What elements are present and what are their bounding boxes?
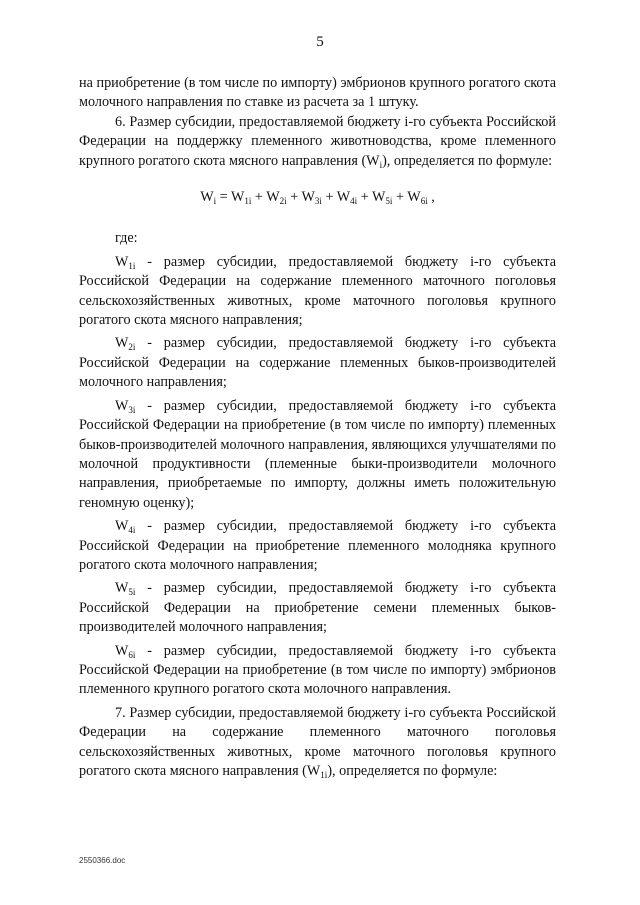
formula-plus: + — [321, 189, 337, 206]
formula-term-1-sub: 1i — [244, 196, 252, 207]
definition-symbol-sub: 1i — [128, 260, 136, 271]
formula-term-4-sub: 4i — [350, 196, 358, 207]
definition-symbol: W — [115, 642, 129, 659]
formula-plus: + — [251, 189, 267, 206]
formula-term-5: W — [372, 189, 386, 206]
formula-plus: + — [357, 189, 373, 206]
definition-item — [79, 397, 556, 513]
formula-term-3: W — [301, 189, 315, 206]
definition-item — [79, 579, 556, 637]
definitions-list — [79, 253, 556, 700]
definition-symbol: W — [115, 397, 129, 414]
definition-text: - размер субсидии, предоставляемой бюджету i-го субъекта Российской Федерации на приобретение семени племенных быков-производителей молочного направления; — [79, 580, 556, 636]
definition-symbol: W — [115, 335, 129, 352]
page-number: 5 — [316, 34, 324, 50]
definition-text: - размер субсидии, предоставляемой бюджету i-го субъекта Российской Федерации на содержание племенных быков-производителей молочного направления; — [79, 335, 556, 391]
formula-lhs: W — [200, 189, 214, 206]
formula-term-2-sub: 2i — [279, 196, 287, 207]
definition-symbol-sub: 2i — [128, 342, 136, 353]
formula-lhs-sub: i — [213, 196, 217, 207]
definition-symbol-sub: 6i — [128, 649, 136, 660]
definition-item — [79, 253, 556, 331]
definition-text: - размер субсидии, предоставляемой бюджету i-го субъекта Российской Федерации на приобретение (в том числе по импорту) племенных быков-производителей молочного направления, являющихся улучшателями по молочной продуктивности (племенные быки-производители молочного направления, приобретаемые по импорту, должны иметь положительную геномную оценку); — [79, 397, 556, 511]
paragraph-6-tail: ), определяется по формуле: — [382, 152, 553, 169]
document-footer: 2550366.doc — [79, 856, 126, 865]
formula-term-4: W — [336, 189, 351, 206]
formula-term-6: W — [407, 189, 421, 206]
definition-item — [79, 517, 556, 575]
paragraph-6 — [79, 113, 556, 171]
formula-term-2: W — [266, 189, 280, 206]
definition-symbol: W — [115, 580, 129, 597]
paragraph-7 — [79, 704, 556, 782]
formula-term-5-sub: 5i — [385, 196, 393, 207]
formula-end: , — [427, 189, 435, 206]
formula-plus: + — [392, 189, 408, 206]
formula-equals: = — [216, 189, 231, 206]
definition-symbol-sub: 5i — [128, 587, 136, 598]
definition-text: - размер субсидии, предоставляемой бюджету i-го субъекта Российской Федерации на приобретение племенного молодняка крупного рогатого скота молочного направления; — [79, 518, 556, 573]
formula-plus: + — [286, 189, 302, 206]
paragraph-7-tail: ), определяется по формуле: — [327, 763, 498, 779]
paragraph-7-lead: 7. Размер субсидии, предоставляемой бюджету i-го субъекта Российской Федерации на содержание племенного маточного поголовья сельскохозяйственных животных, кроме маточного поголовья крупного рогатого скота мясного направления (W — [79, 704, 556, 779]
definition-symbol-sub: 4i — [128, 525, 136, 536]
paragraph-6-lead: 6. Размер субсидии, предоставляемой бюджету i-го субъекта Российской Федерации на поддержку племенного животноводства, кроме племенного крупного рогатого скота мясного направления (W — [79, 113, 556, 169]
definition-symbol: W — [115, 253, 129, 270]
paragraph-6-sub: i — [379, 159, 383, 170]
formula-term-3-sub: 3i — [314, 196, 322, 207]
definition-item — [79, 642, 556, 700]
definition-text: - размер субсидии, предоставляемой бюджету i-го субъекта Российской Федерации на приобретение (в том числе по импорту) эмбрионов племенного крупного рогатого скота молочного направления. — [79, 642, 556, 698]
formula-term-1: W — [230, 189, 245, 206]
definition-symbol: W — [115, 518, 129, 535]
paragraph-intro: на приобретение (в том числе по импорту) эмбрионов крупного рогатого скота молочного направления по ставке из расчета за 1 штуку. — [79, 75, 556, 111]
where-label: где: — [115, 230, 138, 247]
document-body — [79, 74, 556, 781]
definition-symbol-sub: 3i — [128, 404, 136, 415]
definition-text: - размер субсидии, предоставляемой бюджету i-го субъекта Российской Федерации на содержание племенного маточного поголовья сельскохозяйственных животных, кроме маточного поголовья крупного рогатого скота мясного направления; — [79, 253, 556, 329]
definition-item — [79, 334, 556, 392]
formula-w-i — [79, 188, 556, 207]
formula-term-6-sub: 6i — [420, 196, 428, 207]
paragraph-7-sub: 1i — [320, 770, 328, 780]
